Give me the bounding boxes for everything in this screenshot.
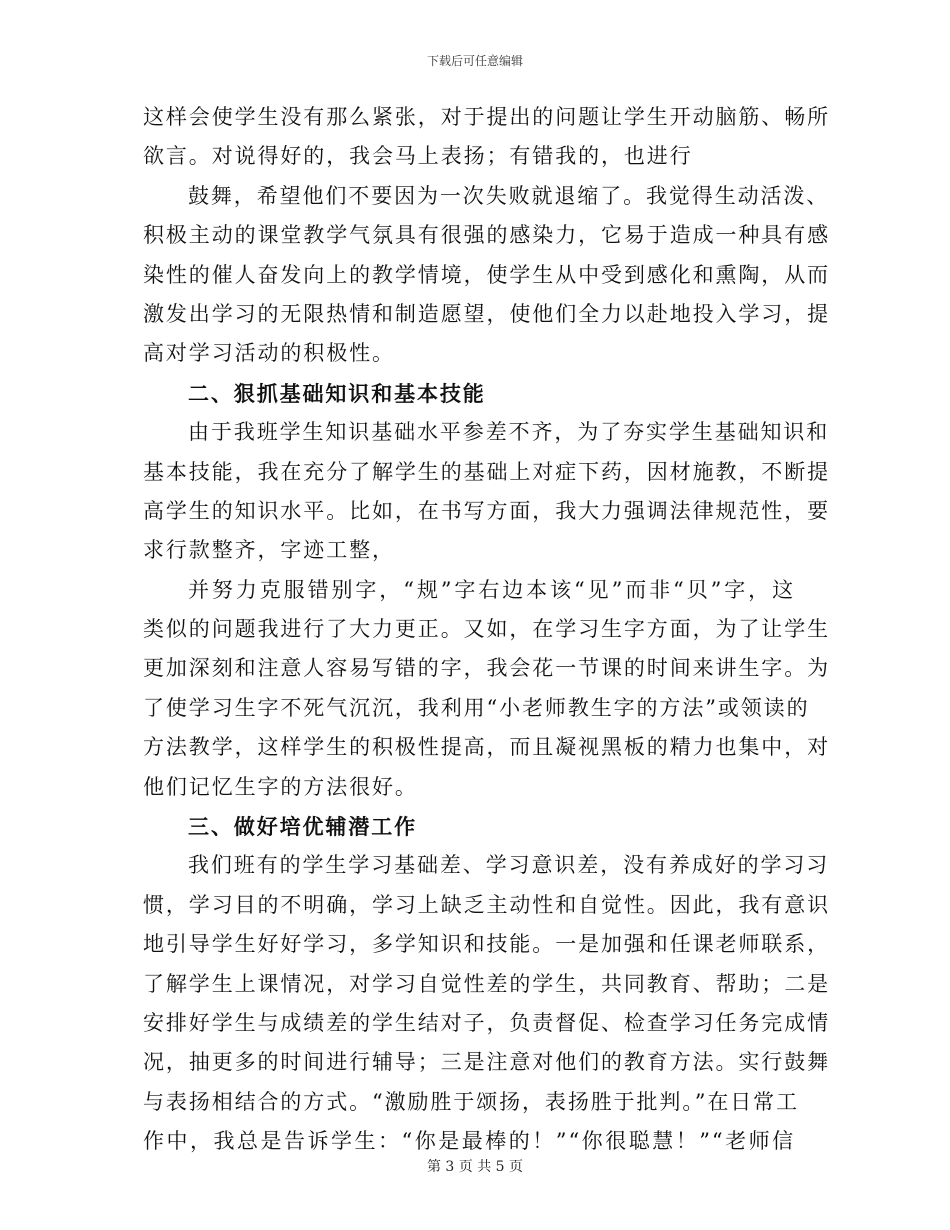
body-line: 激发出学习的无限热情和制造愿望，使他们全力以赴地投入学习，提 bbox=[143, 301, 830, 326]
body-line: 安排好学生与成绩差的学生结对子，负责督促、检查学习任务完成情 bbox=[143, 1010, 830, 1035]
body-line: 他们记忆生字的方法很好。 bbox=[143, 774, 418, 799]
body-line: 惯，学习目的不明确，学习上缺乏主动性和自觉性。因此，我有意识 bbox=[143, 892, 830, 917]
body-line: 类似的问题我进行了大力更正。又如，在学习生字方面，为了让学生 bbox=[143, 617, 830, 642]
body-line: 基本技能，我在充分了解学生的基础上对症下药，因材施教，不断提 bbox=[143, 459, 830, 484]
body-line: 欲言。对说得好的，我会马上表扬；有错我的，也进行 bbox=[143, 144, 693, 169]
body-line: 况，抽更多的时间进行辅导；三是注意对他们的教育方法。实行鼓舞 bbox=[143, 1050, 830, 1075]
body-line: 并努力克服错别字，“规”字右边本该“见”而非“贝”字，这 bbox=[188, 577, 795, 602]
body-line: 求行款整齐，字迹工整， bbox=[143, 538, 395, 563]
body-line: 方法教学，这样学生的积极性提高，而且凝视黑板的精力也集中，对 bbox=[143, 735, 830, 760]
page-footer: 第 3 页 共 5 页 bbox=[426, 1159, 524, 1175]
body-line: 更加深刻和注意人容易写错的字，我会花一节课的时间来讲生字。为 bbox=[143, 656, 830, 681]
body-line: 了解学生上课情况，对学习自觉性差的学生，共同教育、帮助；二是 bbox=[143, 971, 830, 996]
body-line: 高对学习活动的积极性。 bbox=[143, 341, 395, 366]
section-heading: 二、狠抓基础知识和基本技能 bbox=[188, 380, 486, 406]
body-line: 这样会使学生没有那么紧张，对于提出的问题让学生开动脑筋、畅所 bbox=[143, 105, 830, 129]
body-line: 与表扬相结合的方式。“激励胜于颂扬，表扬胜于批判。”在日常工 bbox=[143, 1089, 799, 1114]
body-line: 地引导学生好好学习，多学知识和技能。一是加强和任课老师联系， bbox=[143, 932, 830, 957]
document-body bbox=[143, 98, 830, 1162]
section-heading: 三、做好培优辅潜工作 bbox=[188, 814, 417, 840]
body-line: 了使学习生字不死气沉沉，我利用“小老师教生字的方法”或领读的 bbox=[143, 695, 810, 720]
body-line: 积极主动的课堂教学气氛具有很强的感染力，它易于造成一种具有感 bbox=[143, 223, 830, 248]
body-line: 我们班有的学生学习基础差、学习意识差，没有养成好的学习习 bbox=[188, 853, 830, 878]
page-header: 下载后可任意编辑 bbox=[426, 54, 523, 68]
body-line: 染性的催人奋发向上的教学情境，使学生从中受到感化和熏陶，从而 bbox=[143, 262, 830, 287]
body-line: 由于我班学生知识基础水平参差不齐，为了夯实学生基础知识和 bbox=[188, 420, 830, 445]
body-line: 作中，我总是告诉学生：“你是最棒的！”“你很聪慧！”“老师信 bbox=[143, 1129, 795, 1154]
body-line: 鼓舞，希望他们不要因为一次失败就退缩了。我觉得生动活泼、 bbox=[188, 183, 830, 208]
body-line: 高学生的知识水平。比如，在书写方面，我大力强调法律规范性，要 bbox=[143, 498, 830, 523]
